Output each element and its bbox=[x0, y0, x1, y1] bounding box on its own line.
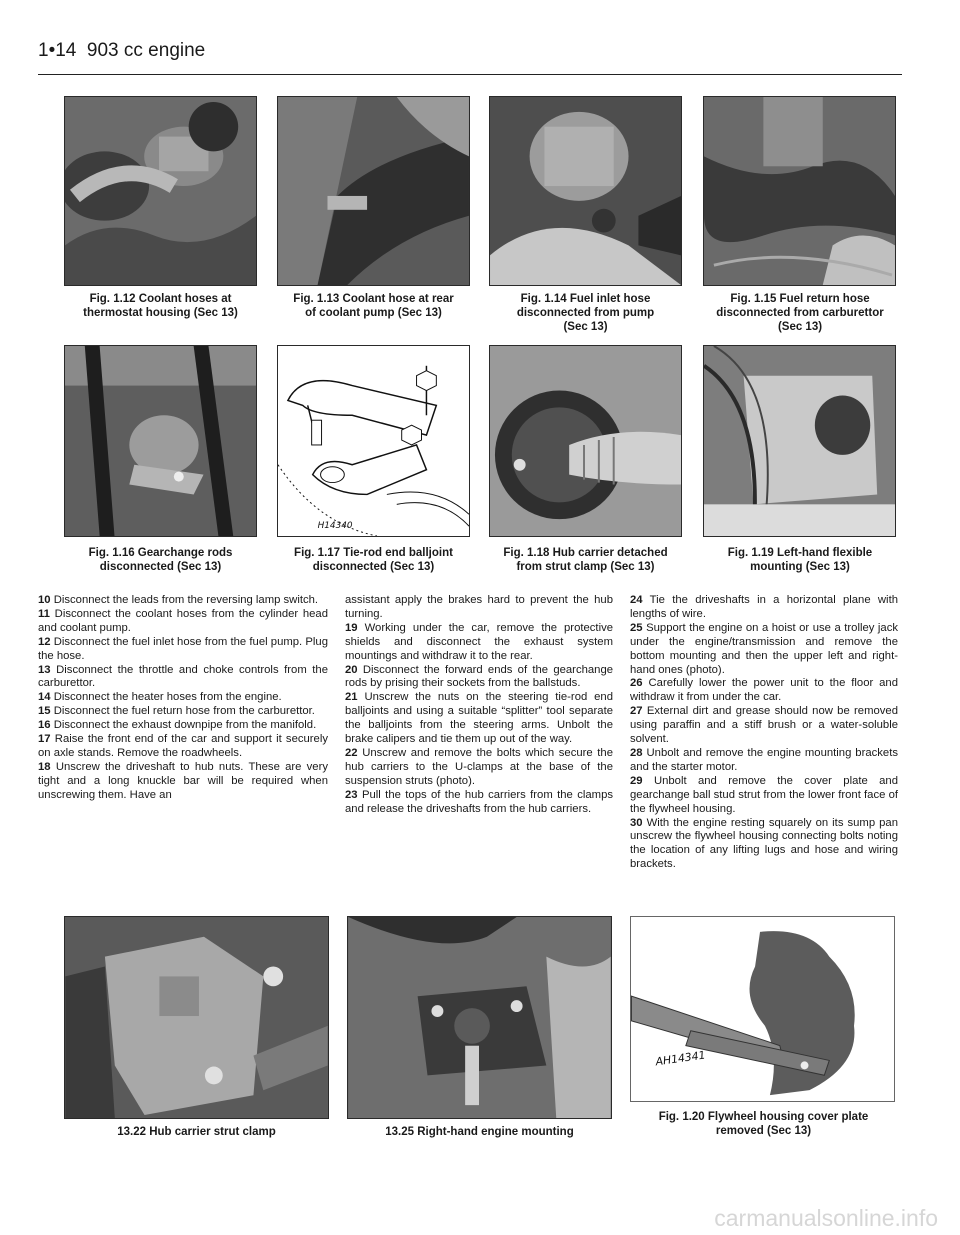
page-ref: 1•14 bbox=[38, 40, 77, 61]
step-number: 12 bbox=[38, 635, 51, 648]
step-text: Disconnect the fuel return hose from the carburettor. bbox=[53, 705, 315, 718]
step-21 bbox=[345, 691, 613, 747]
caption-line: disconnected from pump bbox=[516, 307, 655, 319]
step-number: 17 bbox=[38, 733, 51, 746]
step-text: assistant apply the brakes hard to prevent the hub turning. bbox=[345, 594, 613, 620]
caption-13-22 bbox=[64, 1125, 329, 1139]
step-number: 22 bbox=[345, 746, 358, 759]
caption-fig-1-16 bbox=[58, 546, 263, 574]
step-text: Raise the front end of the car and support it securely on axle stands. Remove the roadwheels. bbox=[38, 733, 328, 759]
caption-line: (Sec 13) bbox=[563, 321, 608, 333]
photo-fig-1-15-image bbox=[704, 97, 895, 285]
step-text: Unscrew and remove the bolts which secure the hub carriers to the U-clamps at the base of the suspension struts (photo). bbox=[345, 746, 614, 787]
step-number: 14 bbox=[38, 691, 51, 704]
step-number: 13 bbox=[38, 663, 51, 676]
step-number: 24 bbox=[630, 594, 643, 606]
step-text: Disconnect the forward ends of the gearchange rods by prising their sockets from the ballstuds. bbox=[345, 663, 614, 690]
drawing-fig-1-20-image bbox=[631, 917, 894, 1101]
photo-13-22 bbox=[64, 916, 329, 1119]
step-14 bbox=[38, 691, 328, 705]
photo-fig-1-19-image bbox=[704, 346, 895, 536]
caption-line: of coolant pump (Sec 13) bbox=[305, 307, 442, 319]
caption-line: 13.25 Right-hand engine mounting bbox=[385, 1126, 574, 1138]
step-18-continued bbox=[345, 594, 613, 622]
step-29 bbox=[630, 775, 898, 817]
caption-fig-1-14 bbox=[483, 292, 688, 334]
watermark: carmanualsonline.info bbox=[714, 1205, 938, 1231]
step-text: Disconnect the fuel inlet hose from the fuel pump. Plug the hose. bbox=[38, 635, 328, 662]
caption-line: removed (Sec 13) bbox=[715, 1125, 812, 1137]
step-number: 28 bbox=[630, 746, 643, 759]
caption-line: Fig. 1.18 Hub carrier detached bbox=[503, 547, 668, 559]
step-number: 27 bbox=[630, 705, 643, 718]
step-number: 25 bbox=[630, 621, 643, 634]
step-number: 10 bbox=[38, 594, 51, 606]
photo-fig-1-16 bbox=[64, 345, 257, 537]
drawing-fig-1-17-image bbox=[278, 346, 469, 536]
caption-line: Fig. 1.19 Left-hand flexible bbox=[727, 547, 873, 559]
step-text: External dirt and grease should now be removed using paraffin and a stiff brush or a water-soluble solvent. bbox=[630, 705, 898, 746]
caption-fig-1-15 bbox=[695, 292, 905, 334]
photo-13-25 bbox=[347, 916, 612, 1119]
step-number: 30 bbox=[630, 816, 643, 829]
caption-line: Fig. 1.14 Fuel inlet hose bbox=[520, 293, 651, 305]
caption-line: Fig. 1.13 Coolant hose at rear bbox=[293, 293, 454, 305]
step-text: Unscrew the driveshaft to hub nuts. These are very tight and a long knuckle bar will be required when unscrewing them. Have an bbox=[38, 760, 329, 801]
step-18 bbox=[38, 761, 328, 803]
step-text: Unscrew the nuts on the steering tie-rod end balljoints and using a suitable “splitter” tool separate the balljoints from the steering arms. Unbolt the brake calipers and tie them up out of the way. bbox=[345, 691, 613, 746]
step-number: 11 bbox=[38, 607, 50, 620]
text-column-2 bbox=[345, 594, 613, 817]
photo-fig-1-14-image bbox=[490, 97, 681, 285]
step-text: Support the engine on a hoist or use a trolley jack under the engine/transmission and remove the bottom mounting and then the upper left and right-hand ones (photo). bbox=[630, 621, 899, 676]
caption-fig-1-17 bbox=[271, 546, 476, 574]
step-number: 29 bbox=[630, 774, 643, 787]
step-text: Working under the car, remove the protective shields and disconnect the exhaust system mountings and withdraw it to the rear. bbox=[345, 621, 614, 662]
step-number: 19 bbox=[345, 621, 358, 634]
step-28 bbox=[630, 747, 898, 775]
caption-line: disconnected from carburettor bbox=[716, 307, 884, 319]
step-text: Unbolt and remove the cover plate and gearchange ball stud strut from the lower front face of the flywheel housing. bbox=[630, 774, 898, 815]
step-text: Unbolt and remove the engine mounting brackets and the starter motor. bbox=[630, 746, 898, 773]
step-text: Tie the driveshafts in a horizontal plane with lengths of wire. bbox=[630, 594, 898, 620]
step-text: Disconnect the coolant hoses from the cylinder head and coolant pump. bbox=[38, 607, 328, 634]
caption-fig-1-13 bbox=[271, 292, 476, 320]
caption-fig-1-19 bbox=[695, 546, 905, 574]
step-27 bbox=[630, 705, 898, 747]
caption-line: disconnected (Sec 13) bbox=[99, 561, 222, 573]
caption-line: (Sec 13) bbox=[777, 321, 823, 333]
drawing-label-h14340: H14340 bbox=[317, 521, 353, 532]
photo-fig-1-18-image bbox=[490, 346, 681, 536]
step-30 bbox=[630, 817, 898, 873]
photo-fig-1-14 bbox=[489, 96, 682, 286]
text-column-3 bbox=[630, 594, 898, 872]
step-number: 20 bbox=[345, 663, 358, 676]
step-number: 16 bbox=[38, 719, 51, 732]
step-text: Pull the tops of the hub carriers from the clamps and release the driveshafts from the hub carriers. bbox=[345, 788, 614, 815]
caption-line: disconnected (Sec 13) bbox=[312, 561, 435, 573]
step-25 bbox=[630, 622, 898, 678]
step-17 bbox=[38, 733, 328, 761]
photo-13-25-image bbox=[348, 917, 611, 1118]
photo-13-22-image bbox=[65, 917, 328, 1118]
photo-fig-1-13-image bbox=[278, 97, 469, 285]
caption-line: Fig. 1.12 Coolant hoses at bbox=[89, 293, 232, 305]
caption-line: mounting (Sec 13) bbox=[750, 561, 850, 573]
photo-fig-1-16-image bbox=[65, 346, 256, 536]
step-number: 18 bbox=[38, 760, 51, 773]
photo-fig-1-13 bbox=[277, 96, 470, 286]
step-text: Disconnect the throttle and choke controls from the carburettor. bbox=[38, 663, 328, 690]
step-text: Disconnect the leads from the reversing lamp switch. bbox=[53, 594, 319, 606]
caption-fig-1-12 bbox=[58, 292, 263, 320]
drawing-fig-1-20 bbox=[630, 916, 895, 1102]
header-rule bbox=[38, 74, 902, 75]
caption-fig-1-18 bbox=[483, 546, 688, 574]
caption-line: from strut clamp (Sec 13) bbox=[516, 561, 655, 573]
step-15 bbox=[38, 705, 328, 719]
step-number: 23 bbox=[345, 788, 358, 801]
step-number: 15 bbox=[38, 705, 51, 718]
caption-line: Fig. 1.16 Gearchange rods bbox=[88, 547, 233, 559]
step-10 bbox=[38, 594, 328, 608]
step-text: Carefully lower the power unit to the floor and withdraw it from under the car. bbox=[630, 677, 898, 704]
step-24 bbox=[630, 594, 898, 622]
step-text: Disconnect the exhaust downpipe from the manifold. bbox=[53, 719, 317, 732]
step-number: 26 bbox=[630, 677, 643, 690]
step-20 bbox=[345, 664, 613, 692]
step-16 bbox=[38, 719, 328, 733]
photo-fig-1-12-image bbox=[65, 97, 256, 285]
caption-line: Fig. 1.17 Tie-rod end balljoint bbox=[294, 547, 453, 559]
caption-fig-1-20 bbox=[626, 1110, 901, 1138]
drawing-label-ah14341: AH14341 bbox=[654, 1048, 707, 1069]
caption-line: Fig. 1.15 Fuel return hose bbox=[730, 293, 870, 305]
step-11 bbox=[38, 608, 328, 636]
caption-line: Fig. 1.20 Flywheel housing cover plate bbox=[658, 1111, 869, 1123]
photo-fig-1-19 bbox=[703, 345, 896, 537]
photo-fig-1-12 bbox=[64, 96, 257, 286]
caption-13-25 bbox=[347, 1125, 612, 1139]
page-header bbox=[38, 40, 205, 62]
step-23 bbox=[345, 789, 613, 817]
photo-fig-1-15 bbox=[703, 96, 896, 286]
caption-line: 13.22 Hub carrier strut clamp bbox=[117, 1126, 276, 1138]
drawing-fig-1-17 bbox=[277, 345, 470, 537]
photo-fig-1-18 bbox=[489, 345, 682, 537]
page-title: 903 cc engine bbox=[86, 40, 206, 61]
step-text: With the engine resting squarely on its sump pan unscrew the flywheel housing connecting bolts noting the location of any lifting lugs and hose and wiring brackets. bbox=[630, 816, 898, 871]
text-column-1 bbox=[38, 594, 328, 803]
step-22 bbox=[345, 747, 613, 789]
step-13 bbox=[38, 664, 328, 692]
caption-line: thermostat housing (Sec 13) bbox=[83, 307, 238, 319]
step-19 bbox=[345, 622, 613, 664]
step-text: Disconnect the heater hoses from the engine. bbox=[53, 691, 282, 704]
step-number: 21 bbox=[345, 691, 358, 704]
step-26 bbox=[630, 677, 898, 705]
step-12 bbox=[38, 636, 328, 664]
